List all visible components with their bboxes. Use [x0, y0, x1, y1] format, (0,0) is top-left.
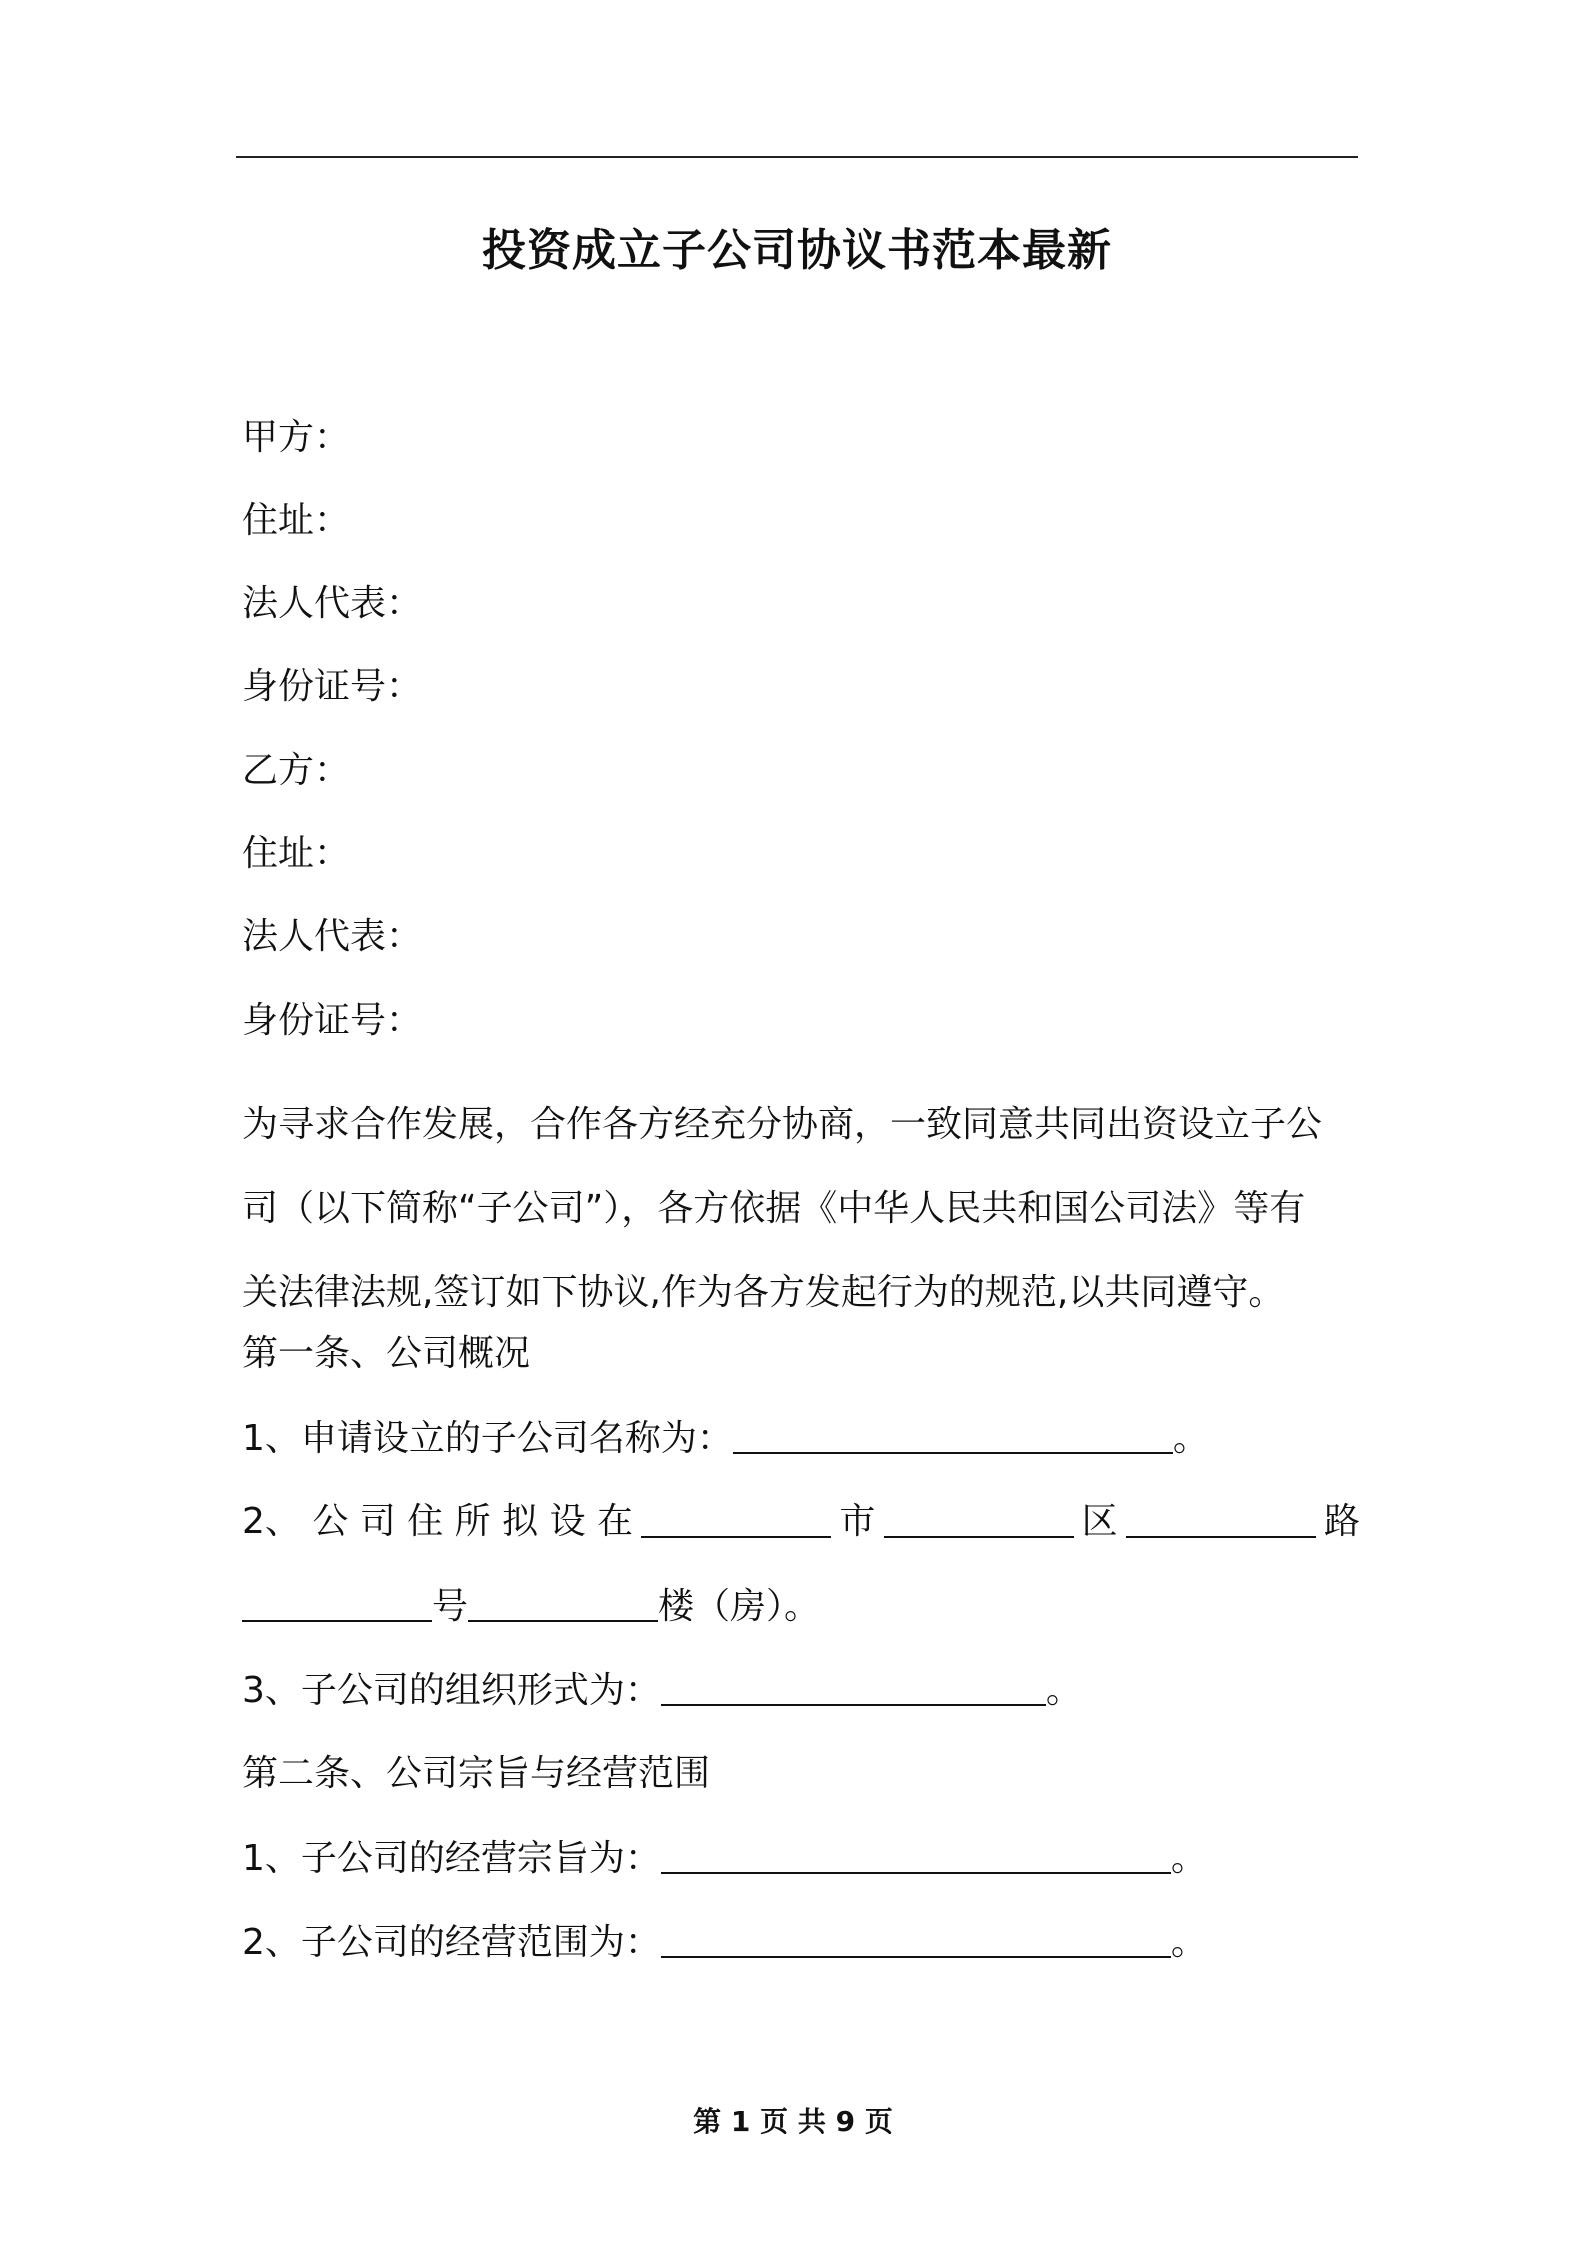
purpose-blank[interactable] — [661, 1834, 1171, 1874]
intro-line: 司（以下简称“子公司”），各方依据《中华人民共和国公司法》等有 — [242, 1188, 1306, 1229]
scope-blank[interactable] — [661, 1918, 1171, 1958]
article1-item2-line2 — [242, 1582, 1360, 1631]
party-a-address: 住址： — [242, 500, 351, 541]
road-label: 路 — [1323, 1501, 1360, 1542]
number-label: 号 — [432, 1586, 469, 1627]
district-blank[interactable] — [884, 1498, 1074, 1538]
party-b-id-number: 身份证号： — [242, 1000, 423, 1041]
floor-blank[interactable] — [468, 1582, 658, 1622]
article1-item3 — [242, 1666, 1360, 1715]
purpose-label: 1、子公司的经营宗旨为： — [242, 1838, 661, 1879]
road-blank[interactable] — [1126, 1498, 1316, 1538]
article2-item1 — [242, 1834, 1360, 1883]
document-title: 投资成立子公司协议书范本最新 — [482, 225, 1112, 276]
org-form-label: 3、子公司的组织形式为： — [242, 1670, 661, 1711]
intro-paragraph — [242, 1083, 1360, 1335]
district-label: 区 — [1081, 1501, 1118, 1542]
party-a-legal-rep: 法人代表： — [242, 583, 423, 624]
floor-label: 楼（房）。 — [658, 1586, 821, 1627]
org-form-end: 。 — [1045, 1670, 1082, 1711]
party-b-label: 乙方： — [242, 750, 351, 791]
city-label: 市 — [839, 1501, 876, 1542]
article1-heading: 第一条、公司概况 — [242, 1333, 531, 1374]
party-a-id-number: 身份证号： — [242, 666, 423, 707]
party-b-legal-rep: 法人代表： — [242, 916, 423, 957]
residence-label: 2、 公 司 住 所 拟 设 在 — [242, 1501, 634, 1542]
article1-item1 — [242, 1414, 1360, 1463]
scope-end: 。 — [1170, 1922, 1207, 1963]
intro-line: 关法律法规,签订如下协议,作为各方发起行为的规范,以共同遵守。 — [242, 1272, 1285, 1313]
company-name-blank[interactable] — [733, 1414, 1173, 1454]
company-name-end: 。 — [1172, 1418, 1209, 1459]
purpose-end: 。 — [1170, 1838, 1207, 1879]
company-name-label: 1、申请设立的子公司名称为： — [242, 1418, 733, 1459]
article2-heading: 第二条、公司宗旨与经营范围 — [242, 1753, 711, 1794]
page-number: 第 1 页 共 9 页 — [693, 2105, 893, 2138]
party-b-address: 住址： — [242, 833, 351, 874]
scope-label: 2、子公司的经营范围为： — [242, 1922, 661, 1963]
header-rule — [236, 156, 1358, 158]
party-a-label: 甲方： — [242, 417, 351, 458]
number-blank[interactable] — [242, 1582, 432, 1622]
article2-item2 — [242, 1918, 1360, 1967]
city-blank[interactable] — [641, 1498, 831, 1538]
article1-item2-line1 — [242, 1498, 1360, 1546]
intro-line: 为寻求合作发展，合作各方经充分协商，一致同意共同出资设立子公 — [242, 1104, 1323, 1145]
org-form-blank[interactable] — [661, 1666, 1046, 1706]
